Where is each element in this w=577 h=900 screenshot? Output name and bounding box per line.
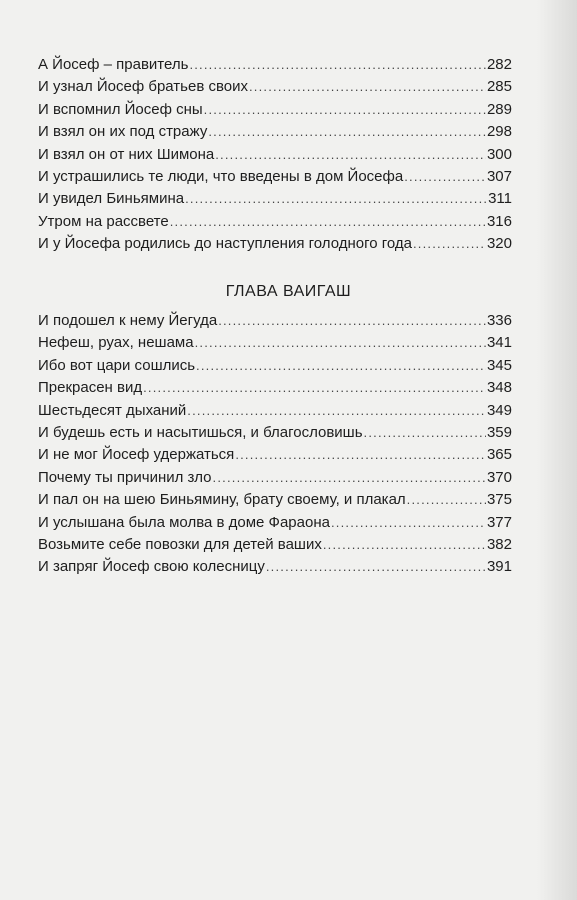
toc-entry-title: И подошел к нему Йегуда bbox=[38, 311, 218, 329]
toc-entry-title: И узнал Йосеф братьев своих bbox=[38, 78, 248, 96]
toc-entry bbox=[38, 233, 512, 255]
toc-entry-title: И пал он на шею Биньямину, брату своему, и плакал bbox=[38, 491, 406, 509]
toc-entry-title: И взял он их под стражу bbox=[38, 123, 208, 141]
toc-entry-title: Шестьдесят дыханий bbox=[38, 401, 187, 419]
toc-entry bbox=[38, 556, 512, 578]
toc-entry-title: И не мог Йосеф удержаться bbox=[38, 446, 235, 464]
toc-entry-page: 382 bbox=[486, 535, 512, 553]
toc-entry-title: Возьмите себе повозки для детей ваших bbox=[38, 535, 322, 553]
toc-entry-page: 307 bbox=[486, 167, 512, 185]
chapter-heading: ГЛАВА ВАИГАШ bbox=[225, 283, 352, 300]
toc-entry bbox=[38, 444, 512, 466]
toc-leader-dots bbox=[218, 310, 486, 332]
toc-entry-page: 282 bbox=[486, 55, 512, 73]
toc-entry-title: Ибо вот цари сошлись bbox=[38, 356, 196, 374]
toc-leader-dots bbox=[249, 76, 486, 98]
toc-entry bbox=[38, 166, 512, 188]
toc-entry bbox=[38, 512, 512, 534]
toc-leader-dots bbox=[196, 355, 486, 377]
toc-entry-title: И запряг Йосеф свою колесницу bbox=[38, 558, 265, 576]
toc-entry-page: 349 bbox=[486, 401, 512, 419]
toc-leader-dots bbox=[195, 332, 486, 354]
toc-entry bbox=[38, 211, 512, 233]
page-edge-shadow bbox=[537, 0, 577, 900]
toc-leader-dots bbox=[331, 512, 486, 534]
toc-entry-page: 348 bbox=[486, 379, 512, 397]
toc-entry bbox=[38, 400, 512, 422]
toc-leader-dots bbox=[266, 556, 486, 578]
toc-entry bbox=[38, 355, 512, 377]
toc-leader-dots bbox=[170, 211, 486, 233]
toc-entry-title: Почему ты причинил зло bbox=[38, 468, 212, 486]
toc-leader-dots bbox=[208, 121, 486, 143]
toc-leader-dots bbox=[213, 467, 486, 489]
toc-entry-page: 377 bbox=[486, 513, 512, 531]
toc-entry bbox=[38, 144, 512, 166]
toc-entry bbox=[38, 76, 512, 98]
toc-entry-page: 359 bbox=[486, 423, 512, 441]
toc-entry-title: И у Йосефа родились до наступления голодного года bbox=[38, 235, 412, 253]
toc-entry-title: И будешь есть и насытишься, и благословишь bbox=[38, 423, 363, 441]
toc-entry bbox=[38, 489, 512, 511]
toc-entry-page: 300 bbox=[486, 145, 512, 163]
toc-leader-dots bbox=[204, 99, 486, 121]
toc-leader-dots bbox=[143, 377, 486, 399]
toc-entry-page: 298 bbox=[486, 123, 512, 141]
toc-entry bbox=[38, 377, 512, 399]
toc-entry-page: 375 bbox=[486, 491, 512, 509]
toc-entry-title: Прекрасен вид bbox=[38, 379, 143, 397]
toc-entry-title: А Йосеф – правитель bbox=[38, 55, 189, 73]
toc-entry bbox=[38, 188, 512, 210]
toc-entry-page: 341 bbox=[486, 334, 512, 352]
toc-entry-title: Нефеш, руах, нешама bbox=[38, 334, 194, 352]
toc-entry-title: И услышана была молва в доме Фараона bbox=[38, 513, 330, 531]
toc-entry-page: 365 bbox=[486, 446, 512, 464]
toc-entry-page: 336 bbox=[486, 311, 512, 329]
toc-entry bbox=[38, 534, 512, 556]
toc-entry bbox=[38, 467, 512, 489]
toc-leader-dots bbox=[235, 444, 486, 466]
toc-leader-dots bbox=[407, 489, 486, 511]
toc-leader-dots bbox=[323, 534, 486, 556]
toc-leader-dots bbox=[404, 166, 486, 188]
toc-leader-dots bbox=[215, 144, 486, 166]
toc-entry-page: 316 bbox=[486, 212, 512, 230]
toc-entry bbox=[38, 99, 512, 121]
toc-entry-title: И увидел Биньямина bbox=[38, 190, 185, 208]
toc-leader-dots bbox=[187, 400, 486, 422]
toc-entry-title: И взял он от них Шимона bbox=[38, 145, 215, 163]
toc-section-second bbox=[38, 310, 512, 579]
toc-entry bbox=[38, 422, 512, 444]
toc-entry-page: 370 bbox=[486, 468, 512, 486]
toc-entry-page: 285 bbox=[486, 78, 512, 96]
toc-entry-page: 391 bbox=[486, 558, 512, 576]
toc-entry-page: 311 bbox=[488, 190, 512, 208]
toc-leader-dots bbox=[364, 422, 486, 444]
toc-leader-dots bbox=[413, 233, 486, 255]
toc-entry bbox=[38, 332, 512, 354]
toc-section-first bbox=[38, 54, 512, 256]
toc-entry-page: 289 bbox=[486, 100, 512, 118]
toc-entry bbox=[38, 310, 512, 332]
toc-entry bbox=[38, 54, 512, 76]
toc-entry-page: 320 bbox=[486, 235, 512, 253]
toc-entry-page: 345 bbox=[486, 356, 512, 374]
toc-entry-title: Утром на рассвете bbox=[38, 212, 169, 230]
toc-entry-title: И устрашились те люди, что введены в дом Йосефа bbox=[38, 167, 404, 185]
toc-leader-dots bbox=[189, 54, 486, 76]
toc-leader-dots bbox=[185, 188, 487, 210]
toc-entry bbox=[38, 121, 512, 143]
toc-entry-title: И вспомнил Йосеф сны bbox=[38, 100, 203, 118]
